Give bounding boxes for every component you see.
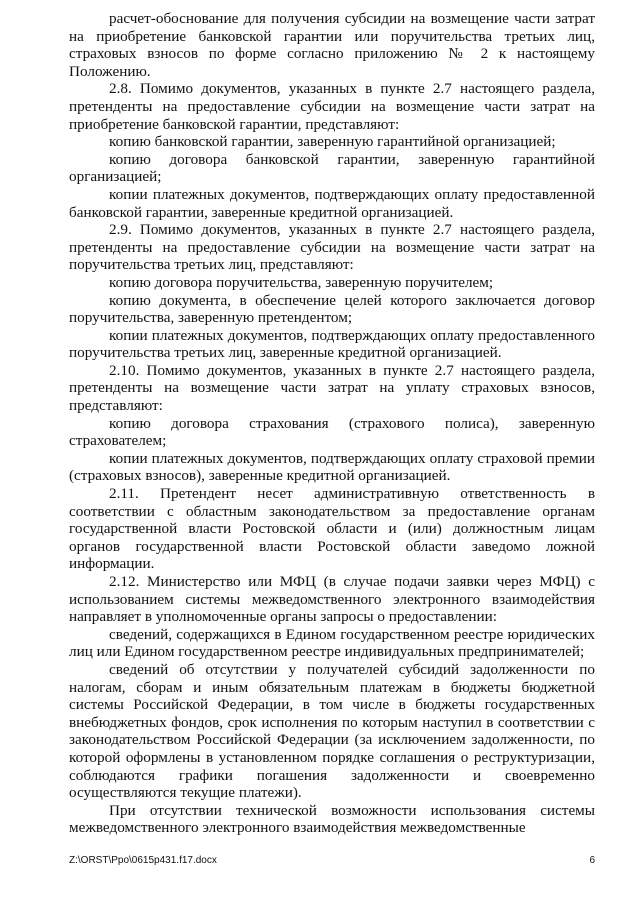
paragraph: 2.9. Помимо документов, указанных в пункте 2.7 настоящего раздела, претенденты на предоставление субсидии на возмещение части затрат на поручительства третьих лиц, представляют: bbox=[69, 221, 595, 274]
paragraph: сведений, содержащихся в Едином государственном реестре юридических лиц или Едином государственном реестре индивидуальных предпринимателей; bbox=[69, 625, 595, 661]
paragraph: копию договора банковской гарантии, заверенную гарантийной организацией; bbox=[69, 150, 595, 186]
document-body bbox=[69, 10, 595, 837]
paragraph: копию банковской гарантии, заверенную гарантийной организацией; bbox=[109, 133, 556, 151]
paragraph: 2.12. Министерство или МФЦ (в случае подачи заявки через МФЦ) с использованием системы межведомственного электронного взаимодействия направляет в уполномоченные органы запросы о предоставлении: bbox=[69, 573, 595, 626]
paragraph: 2.8. Помимо документов, указанных в пункте 2.7 настоящего раздела, претенденты на предоставление субсидии на возмещение части затрат на приобретение банковской гарантии, представляют: bbox=[69, 80, 595, 133]
paragraph: копии платежных документов, подтверждающих оплату страховой премии (страховых взносов), заверенные кредитной организацией. bbox=[69, 449, 595, 485]
paragraph: сведений об отсутствии у получателей субсидий задолженности по налогам, сборам и иным обязательным платежам в бюджеты бюджетной системы Российской Федерации, в том числе в бюджеты государственных внебюджетных фондов, срок исполнения по которым наступил в соответствии с законодательством Российской Федерации (за исключением задолженности, по которой оформлены в установленном порядке соглашения о реструктуризации, соблюдаются графики погашения задолженности и своевременно осуществляются текущие платежи). bbox=[69, 660, 595, 802]
paragraph: копию документа, в обеспечение целей которого заключается договор поручительства, заверенную претендентом; bbox=[69, 291, 595, 327]
paragraph: расчет-обоснование для получения субсидии на возмещение части затрат на приобретение банковской гарантии или поручительства третьих лиц, страховых взносов по форме согласно приложению № 2 к настоящему Положению. bbox=[69, 10, 595, 80]
footer-file-path: Z:\ORST\Ppo\0615p431.f17.docx bbox=[69, 855, 217, 866]
paragraph: копии платежных документов, подтверждающих оплату предоставленной банковской гарантии, заверенные кредитной организацией. bbox=[69, 185, 595, 221]
page-footer bbox=[69, 855, 595, 866]
paragraph: При отсутствии технической возможности использования системы межведомственного электронного взаимодействия межведомственные bbox=[69, 801, 595, 837]
page-number: 6 bbox=[589, 855, 595, 866]
paragraph: копию договора страхования (страхового полиса), заверенную страхователем; bbox=[69, 414, 595, 450]
paragraph: 2.10. Помимо документов, указанных в пункте 2.7 настоящего раздела, претенденты на возмещение части затрат на уплату страховых взносов, представляют: bbox=[69, 361, 595, 415]
paragraph: 2.11. Претендент несет административную ответственность в соответствии с областным законодательством за предоставление органам государственной власти Ростовской области и (или) должностным лицам органов государственной власти Ростовской области заведомо ложной информации. bbox=[69, 485, 595, 573]
paragraph: копии платежных документов, подтверждающих оплату предоставленного поручительства третьих лиц, заверенные кредитной организацией. bbox=[69, 326, 595, 362]
paragraph: копию договора поручительства, заверенную поручителем; bbox=[109, 273, 494, 291]
